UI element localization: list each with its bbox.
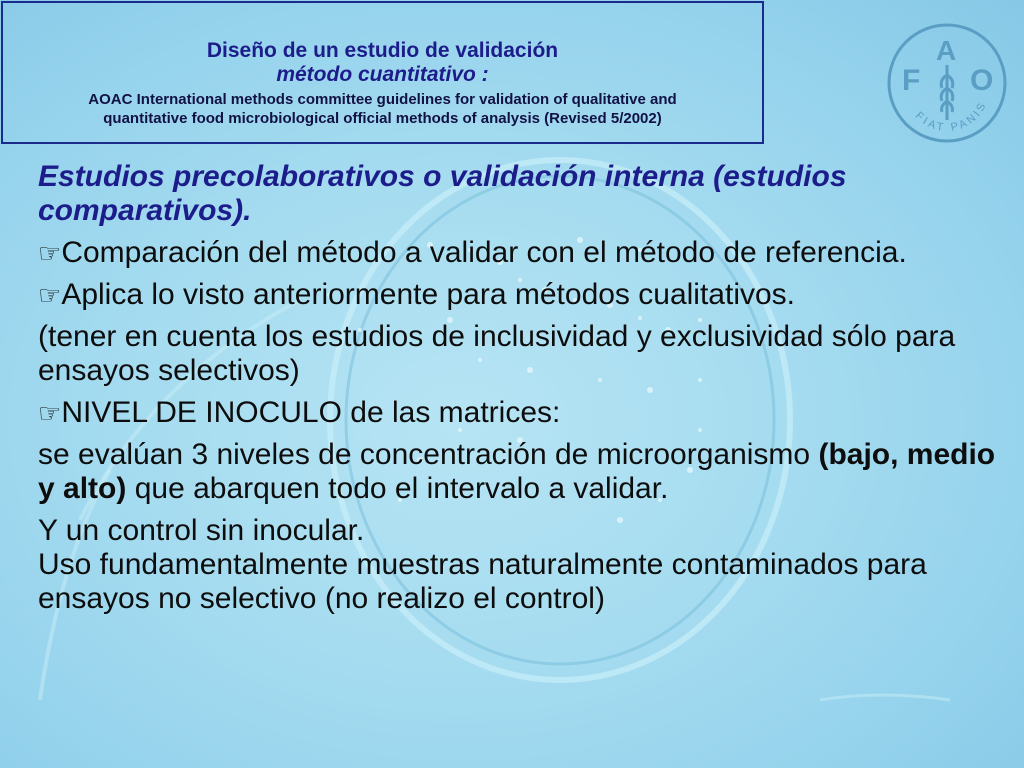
levels-bold: (bajo, medio y alto) [38,438,996,505]
fao-letter-a: A [936,35,957,66]
usage-text: Uso fundamentalmente muestras naturalmente contaminados para ensayos no selectivo (no realizo el control) [38,548,927,615]
note-text: (tener en cuenta los estudios de inclusividad y exclusividad sólo para ensayos selectivos) [38,320,956,387]
levels-rest: que abarquen todo el intervalo a validar. [126,472,669,505]
slide-body [38,160,998,624]
slide-subtitle: método cuantitativo : [276,63,489,86]
levels-paragraph [38,438,998,506]
fao-letter-o: O [970,64,994,97]
levels-intro: se evalúan 3 niveles de concentración de microorganismo [38,438,811,471]
bullet-item [38,396,998,430]
slide-title: Diseño de un estudio de validación [206,39,559,62]
control-text: Y un control sin inocular. [38,514,365,547]
bullet-text: Comparación del método a validar con el método de referencia. [61,236,907,269]
background-wave [820,695,950,700]
fao-letter-f: F [902,64,921,97]
fao-logo [884,20,1010,146]
bullet-item [38,236,998,270]
reference-line-2: quantitative food microbiological official methods of analysis (Revised 5/2002) [103,110,662,127]
pointing-hand-icon: ☞ [38,280,62,310]
bullet-item [38,278,998,312]
reference-line [3,90,762,128]
pointing-hand-icon: ☞ [38,238,62,268]
wheat-ear-icon [941,65,953,120]
pointing-hand-icon: ☞ [38,398,62,428]
fao-motto: FIAT PANIS [912,98,990,135]
bullet-text: NIVEL DE INOCULO de las matrices: [61,396,561,429]
bullet-text: Aplica lo visto anteriormente para métodos cualitativos. [61,278,796,311]
title-box [1,1,764,144]
section-heading: Estudios precolaborativos o validación interna (estudios comparativos). [38,160,847,227]
reference-line-1: AOAC International methods committee guidelines for validation of qualitative and [88,91,677,108]
